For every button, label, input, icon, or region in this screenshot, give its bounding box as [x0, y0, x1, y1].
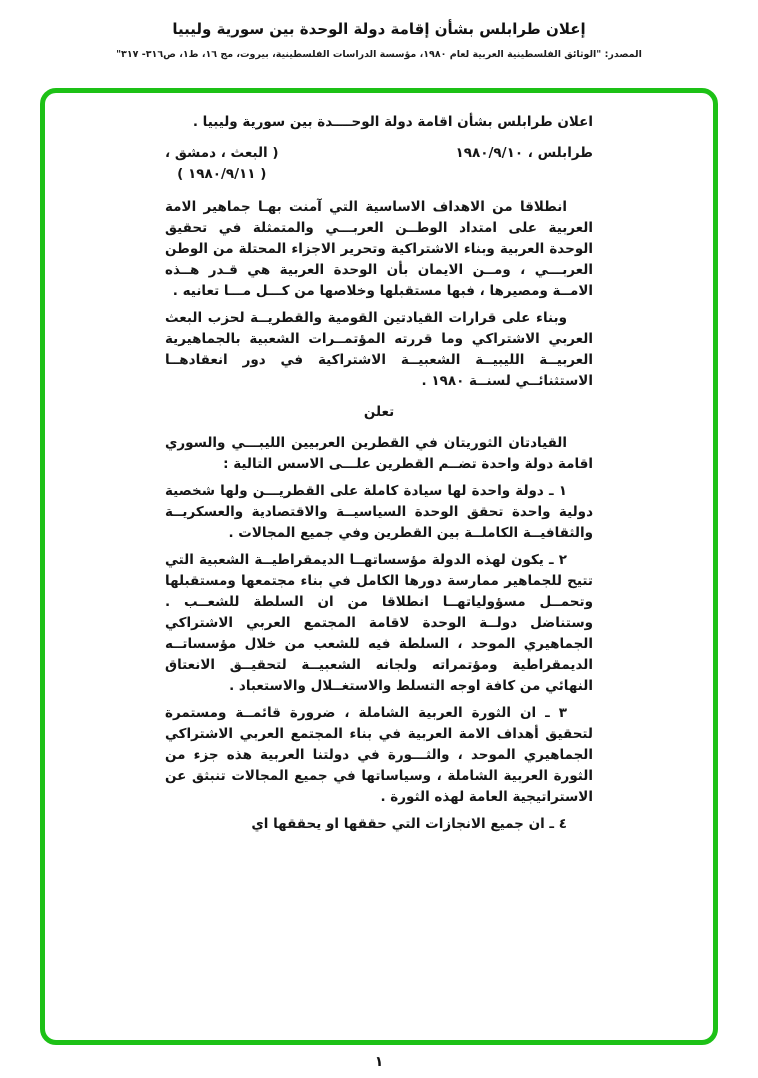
dateline	[165, 143, 593, 185]
paragraph-declaration-intro: القيادتان الثوريتان في القطرين العربيين الليبـــي والسوري اقامة دولة واحدة تضــم القطرين علـــى الاسس التالية :	[165, 435, 593, 472]
document-header-title: إعلان طرابلس بشأن إقامة دولة الوحدة بين سورية وليبيا	[172, 20, 586, 38]
paragraph-item-1: ١ ـ دولة واحدة لها سيادة كاملة على القطريـــن ولها شخصية دولية واحدة تحقق الوحدة السياسيــة والاقتصادية والعسكريــة والثقافيــة الكاملــة بين القطرين وفي جميع المجالات .	[165, 483, 593, 541]
declaration-heading: تعلن	[363, 404, 395, 420]
document-source-citation: المصدر: "الوثائق الفلسطينية العربية لعام ١٩٨٠، مؤسسة الدراسات الفلسطينية، بيروت، مج ١٦، ط١، ص٣١٦- ٣١٧"	[116, 49, 642, 60]
document-title: اعلان طرابلس بشأن اقامة دولة الوحــــدة بين سورية وليبيا .	[192, 114, 593, 130]
paragraph-item-3: ٣ ـ ان الثورة العربية الشاملة ، ضرورة قائمــة ومستمرة لتحقيق أهداف الامة العربية في بناء المجتمع العربي الاشتراكي الجماهيري الموحد ، والثـــورة في دولتنا العربية هذه جزء من الثورة العربية الشاملة ، وسياساتها في جميع المجالات تنبثق عن الاستراتيجية العامة لهذه الثورة .	[165, 705, 593, 805]
dateline-publication-line2: ( ١٩٨٠/٩/١١ )	[177, 166, 267, 182]
dateline-publication-line1: ( البعث ، دمشق ،	[165, 145, 279, 161]
dateline-place-date: طرابلس ، ١٩٨٠/٩/١٠	[455, 145, 593, 161]
dateline-publication	[165, 143, 279, 185]
paragraph-item-2: ٢ ـ يكون لهذه الدولة مؤسساتهــا الديمقراطيــة الشعبية التي تتيح للجماهير ممارسة دورها الكامل في بناء مجتمعها ومستقبلها وتحمــل مسؤولياتهــا انطلاقا من ان السلطة للشعــب . وستناضل دولــة الوحدة لاقامة المجتمع العربي الاشتراكي الجماهيري الموحد ، السلطة فيه للشعب من خلال مؤسساتــه الديمقراطية ومؤتمراته ولجانه الشعبيــة لتحقيــق الانعتاق النهائي من كافة اوجه التسلط والاستغــلال والاستعباد .	[165, 552, 593, 694]
document-body	[165, 112, 593, 841]
paragraph-intro-1: انطلاقا من الاهداف الاساسية التي آمنت بهـا جماهير الامة العربية على امتداد الوطــن العربـــي والمتمثلة في تحقيق الوحدة العربية وبناء الاشتراكية وتحرير الاجزاء المحتلة من الوطن العربـــي ، ومــن الايمان بأن الوحدة العربية هي قـدر هــذه الامــة ومصيرها ، فبها مستقبلها وخلاصها من كـــل مـــا تعانيه .	[165, 199, 593, 299]
paragraph-item-4: ٤ ـ ان جميع الانجازات التي حققها او يحققها اي	[251, 816, 567, 832]
paragraph-intro-2: وبناء على قرارات القيادتين القومية والقطريــة لحزب البعث العربي الاشتراكي وما قررته المؤتمــرات الشعبية بالجماهيرية العربيــة الليبيــة الشعبيــة الاشتراكية في دور انعقادهــا الاستثنائــي لسنــة ١٩٨٠ .	[165, 310, 593, 389]
page-header	[0, 20, 758, 60]
page-number: ١	[374, 1054, 384, 1070]
